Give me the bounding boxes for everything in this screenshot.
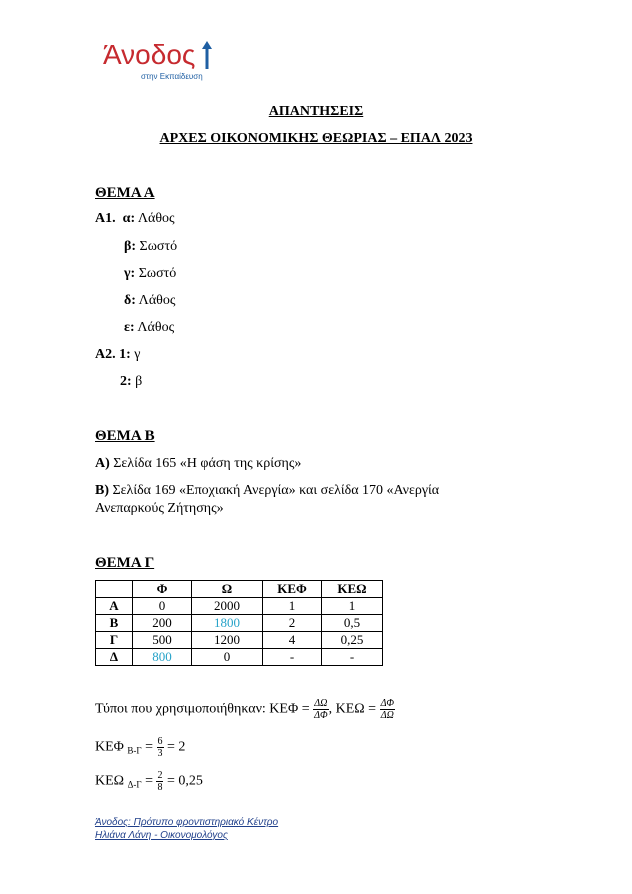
answer-a2-2 [120,374,142,390]
answer-key: β: [124,239,137,254]
answer-b-a [95,456,301,472]
answer-key: Α) [95,456,110,471]
answer-b-b-cont: Ανεπαρκούς Ζήτησης» [95,501,224,516]
fraction-kef-value [157,736,164,759]
table-cell: 0 [192,649,263,666]
table-cell: 4 [263,632,322,649]
page-subtitle: ΑΡΧΕΣ ΟΙΚΟΝΟΜΙΚΗΣ ΘΕΩΡΙΑΣ – ΕΠΑΛ 2023 [159,131,473,146]
equals-sign: = [141,773,153,789]
logo-wordmark: Άνοδος [103,39,196,70]
answer-a1-gamma [124,266,176,282]
table-cell: 1 [263,598,322,615]
fraction-numerator: ΔΩ [314,698,328,709]
kef-calculation [95,736,185,759]
table-cell: Γ [96,632,133,649]
fraction-numerator: 6 [157,736,163,747]
answer-a1-epsilon [124,320,174,336]
answer-b-b [95,483,439,499]
answer-key: 1: [119,347,131,362]
keo-result: = 0,25 [163,773,203,789]
footer-line-2: Ηλιάνα Λάνη - Οικονομολόγος [95,830,228,841]
arrow-up-icon [201,40,213,70]
answer-value: γ [130,347,141,362]
brand-logo [103,40,215,86]
table-cell: 200 [133,615,192,632]
answer-key: Β) [95,483,109,498]
table-cell-highlighted: 1800 [192,615,263,632]
table-row [96,598,383,615]
fraction-denominator: 3 [157,748,163,759]
table-row [96,649,383,666]
table-header-row [96,581,383,598]
formulas-label: Τύποι που χρησιμοποιήθηκαν: ΚΕΦ = [95,701,310,717]
kef-label: ΚΕΦ [95,739,124,755]
table-row [96,632,383,649]
footer-line-1: Άνοδος: Πρότυπο φροντιστηριακό Κέντρο [95,817,279,828]
answer-a1-alpha [95,211,175,227]
a2-label: Α2. [95,347,116,362]
equals-sign: = [141,739,154,755]
logo-tagline: στην Εκπαίδευση [141,72,203,81]
fraction-numerator: 2 [157,770,163,781]
table-cell: 2000 [192,598,263,615]
fraction-denominator: 8 [157,782,163,793]
kef-subscript: Β-Γ [127,745,142,756]
keo-calculation [95,770,203,793]
table-header: ΚΕΩ [322,581,383,598]
answer-key: ε: [124,320,135,335]
table-cell: 1200 [192,632,263,649]
answer-value: Λάθος [135,211,175,226]
fraction-denominator: ΔΩ [380,710,394,721]
theme-a-heading: ΘΕΜΑ Α [95,185,155,201]
data-table [95,580,383,666]
table-row [96,615,383,632]
answer-value: Σωστό [135,266,177,281]
kef-result: = 2 [163,739,186,755]
fraction-numerator: ΔΦ [380,698,395,709]
table-cell: 2 [263,615,322,632]
fraction-denominator: ΔΦ [314,710,328,721]
answer-key: γ: [124,266,136,281]
answer-value: Σωστό [136,239,178,254]
answer-key: α: [122,211,136,226]
keo-subscript: Δ-Γ [127,779,142,790]
answer-a2-1 [95,347,140,363]
answer-key: 2: [120,374,132,389]
answer-key: δ: [124,293,136,308]
answer-a1-delta [124,293,175,309]
answer-value: β [131,374,143,389]
page-title: ΑΠΑΝΤΗΣΕΙΣ [268,104,364,119]
table-header [96,581,133,598]
answer-value: Λάθος [134,320,175,335]
formulas-separator: , ΚΕΩ = [328,701,377,717]
a1-label: Α1. [95,211,116,226]
table-header: Ω [192,581,263,598]
formulas-line [95,698,395,721]
table-cell: - [263,649,322,666]
theme-b-heading: ΘΕΜΑ Β [95,428,155,444]
table-header: ΚΕΦ [263,581,322,598]
table-cell: 500 [133,632,192,649]
table-cell: 0 [133,598,192,615]
fraction-keo [380,698,395,721]
table-cell: 0,5 [322,615,383,632]
table-cell: 1 [322,598,383,615]
table-cell: Δ [96,649,133,666]
answer-value: Σελίδα 165 «Η φάση της κρίσης» [109,456,302,471]
theme-c-heading: ΘΕΜΑ Γ [95,555,155,571]
table-cell: Α [96,598,133,615]
table-cell: Β [96,615,133,632]
table-cell-highlighted: 800 [133,649,192,666]
answer-value: Σελίδα 169 «Εποχιακή Ανεργία» και σελίδα 170 «Ανεργία [109,483,440,498]
answer-value: Λάθος [135,293,176,308]
table-header: Φ [133,581,192,598]
table-cell: - [322,649,383,666]
fraction-kef [313,698,328,721]
table-cell: 0,25 [322,632,383,649]
answer-a1-beta [124,239,177,255]
keo-label: ΚΕΩ [95,773,125,789]
